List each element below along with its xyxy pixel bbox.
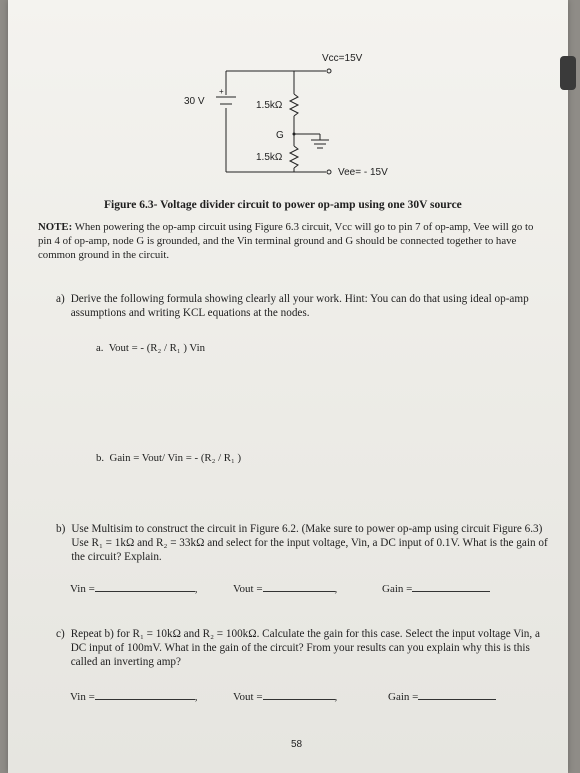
vee-terminal xyxy=(327,170,331,174)
sub-question-b xyxy=(96,452,241,464)
note-text: When powering the op-amp circuit using Figure 6.3 circuit, Vcc will go to pin 7 of op-amp, Vee will go to pin 4 of op-amp, node G is grounded, and the Vin terminal ground and G should be connected together to have common ground in the circuit. xyxy=(38,221,534,261)
node-g-dot xyxy=(293,133,296,136)
note-paragraph xyxy=(38,220,538,262)
vin-label-c: Vin = xyxy=(70,691,95,703)
vout-label-c: Vout = xyxy=(233,691,263,703)
vcc-terminal xyxy=(327,69,331,73)
question-b-vout: Vout = , xyxy=(233,583,338,595)
question-c-answers: Vin = , xyxy=(70,691,198,703)
note-prefix: NOTE: xyxy=(38,221,73,233)
gain-blank-b[interactable] xyxy=(412,581,490,592)
figure-caption: Figure 6.3- Voltage divider circuit to power op-amp using one 30V source xyxy=(104,199,462,211)
sub-a-marker: a. xyxy=(96,342,104,354)
question-b-gain xyxy=(382,581,490,595)
question-b xyxy=(56,522,556,564)
vcc-label: Vcc=15V xyxy=(322,53,363,64)
vin-label-b: Vin = xyxy=(70,583,95,595)
vin-blank-c[interactable] xyxy=(95,689,195,700)
question-c-marker: c) xyxy=(56,628,65,640)
resistor-top xyxy=(290,94,298,116)
voltage-divider-circuit xyxy=(8,0,568,195)
gain-blank-c[interactable] xyxy=(418,689,496,700)
question-a-marker: a) xyxy=(56,293,65,305)
question-c-text: Repeat b) for R₁ = 10kΩ and R₂ = 100kΩ. Calculate the gain for this case. Select the input voltage Vin, a DC input of 100mV. What in the gain of the circuit? From your results can you explain why this is this called an inverting amp? xyxy=(70,628,540,668)
question-c-gain xyxy=(388,689,496,703)
sub-b-formula: Gain = Vout/ Vin = - (R₂ / R₁ ) xyxy=(109,452,242,464)
question-b-answers: Vin = , xyxy=(70,583,198,595)
gain-label-c: Gain = xyxy=(388,691,419,703)
question-c-vout: Vout = , xyxy=(233,691,338,703)
sub-b-marker: b. xyxy=(96,452,105,464)
vout-label-b: Vout = xyxy=(233,583,263,595)
vout-blank-c[interactable] xyxy=(263,689,335,700)
node-g-label: G xyxy=(276,130,284,141)
question-a-text: Derive the following formula showing clearly all your work. Hint: You can do that using ideal op-amp assumptions and writing KCL equations at the nodes. xyxy=(70,293,529,319)
resistor-bottom xyxy=(290,146,298,168)
battery-plus-sign: + xyxy=(219,87,224,96)
r-top-label: 1.5kΩ xyxy=(256,100,283,111)
gain-label-b: Gain = xyxy=(382,583,413,595)
page-number: 58 xyxy=(291,739,303,750)
worksheet-page xyxy=(8,0,568,773)
question-a xyxy=(56,292,546,320)
question-b-marker: b) xyxy=(56,523,66,535)
question-c xyxy=(56,627,556,669)
vin-blank-b[interactable] xyxy=(95,581,195,592)
question-b-text: Use Multisim to construct the circuit in Figure 6.2. (Make sure to power op-amp using circuit Figure 6.3) Use R₁ = 1kΩ and R₂ = 33kΩ and select for the input voltage, Vin, a DC input of 0.1V. What is the gain of the circuit? Explain. xyxy=(71,523,548,563)
vout-blank-b[interactable] xyxy=(263,581,335,592)
sub-question-a xyxy=(96,342,205,354)
sub-a-formula: Vout = - (R₂ / R₁ ) Vin xyxy=(108,342,205,354)
r-bottom-label: 1.5kΩ xyxy=(256,152,283,163)
binder-clip xyxy=(560,56,576,90)
source-voltage-label: 30 V xyxy=(184,96,205,107)
vee-label: Vee= - 15V xyxy=(338,167,388,178)
